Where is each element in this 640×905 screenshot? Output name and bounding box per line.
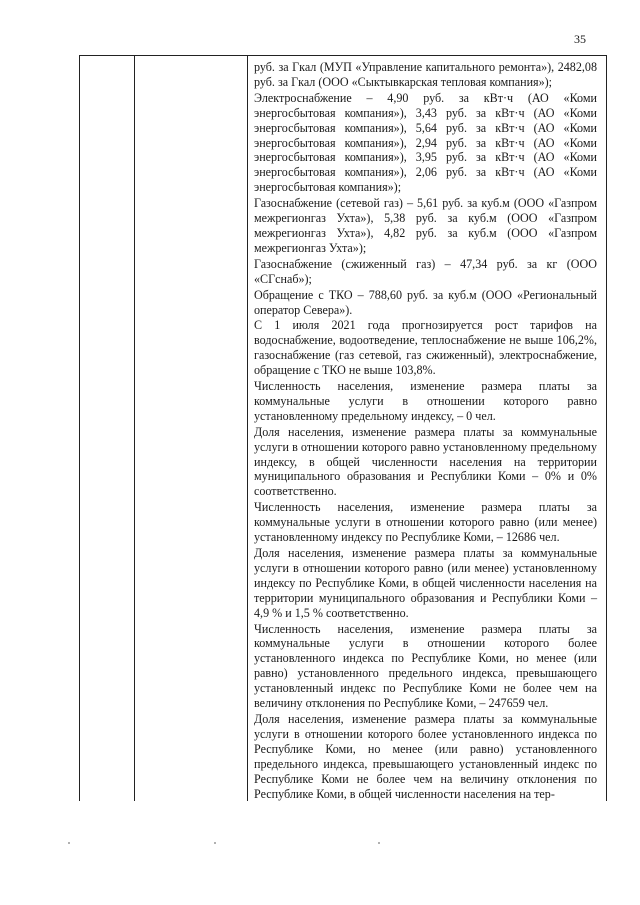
paragraph: Электроснабжение – 4,90 руб. за кВт·ч (АО «Коми энергосбытовая компания»), 3,43 руб. за кВт·ч (АО «Коми энергосбытовая компания»), 5,64 руб. за кВт·ч (АО «Коми энергосбытовая компания»), 2,94 руб. за кВт·ч (АО «Коми энергосбытовая компания»), 3,95 руб. за кВт·ч (АО «Коми энергосбытовая компания»), 2,06 руб. за кВт·ч (АО «Коми энергосбытовая компания»); bbox=[254, 90, 597, 195]
table-cell-text bbox=[254, 60, 597, 802]
scan-speck bbox=[68, 842, 70, 844]
paragraph: Газоснабжение (сетевой газ) – 5,61 руб. за куб.м (ООО «Газпром межрегионгаз Ухта»), 5,38 руб. за куб.м (ООО «Газпром межрегионгаз Ухта»), 4,82 руб. за куб.м (ООО «Газпром межрегионгаз Ухта»); bbox=[254, 196, 597, 255]
paragraph: Газоснабжение (сжиженный газ) – 47,34 руб. за кг (ООО «СГснаб»); bbox=[254, 256, 597, 286]
scan-speck bbox=[214, 842, 216, 844]
paragraph: Обращение с ТКО – 788,60 руб. за куб.м (ООО «Региональный оператор Севера»). bbox=[254, 287, 597, 317]
paragraph: Доля населения, изменение размера платы за коммунальные услуги в отношении которого более установленного индекса по Республике Коми, но менее (или равно) установленного предельного индекса, превышающего установленный индекс по Республике Коми не более чем на величину отклонения по Республике Коми, в общей численности населения на тер- bbox=[254, 711, 597, 801]
column-divider-1 bbox=[134, 56, 135, 801]
page-number: 35 bbox=[574, 32, 586, 46]
scan-speck bbox=[378, 842, 380, 844]
document-table bbox=[79, 55, 607, 801]
paragraph: Численность населения, изменение размера платы за коммунальные услуги в отношении которого равно установленному предельному индексу, – 0 чел. bbox=[254, 379, 597, 423]
column-divider-2 bbox=[247, 56, 248, 801]
paragraph: Доля населения, изменение размера платы за коммунальные услуги в отношении которого равно (или менее) установленному индексу по Республике Коми, в общей численности населения на территории муниципального образования и Республики Коми – 4,9 % и 1,5 % соответственно. bbox=[254, 546, 597, 620]
paragraph: С 1 июля 2021 года прогнозируется рост тарифов на водоснабжение, водоотведение, теплоснабжение не выше 106,2%, газоснабжение (газ сетевой, газ сжиженный), электроснабжение, обращение с ТКО не выше 103,8%. bbox=[254, 318, 597, 378]
paragraph: Численность населения, изменение размера платы за коммунальные услуги в отношении которого более установленного индекса по Республике Коми, но менее (или равно) установленного предельного индекса, превышающего установленный индекс по Республике Коми не более чем на величину отклонения по Республике Коми, – 247659 чел. bbox=[254, 621, 597, 711]
paragraph: руб. за Гкал (МУП «Управление капитального ремонта»), 2482,08 руб. за Гкал (ООО «Сыктывкарская тепловая компания»); bbox=[254, 60, 597, 89]
paragraph: Численность населения, изменение размера платы за коммунальные услуги в отношении которого равно (или менее) установленному индексу по Республике Коми, – 12686 чел. bbox=[254, 500, 597, 545]
paragraph: Доля населения, изменение размера платы за коммунальные услуги в отношении которого равно установленному предельному индексу, в общей численности населения на территории муниципального образования и Республики Коми – 0% и 0% соответственно. bbox=[254, 424, 597, 499]
